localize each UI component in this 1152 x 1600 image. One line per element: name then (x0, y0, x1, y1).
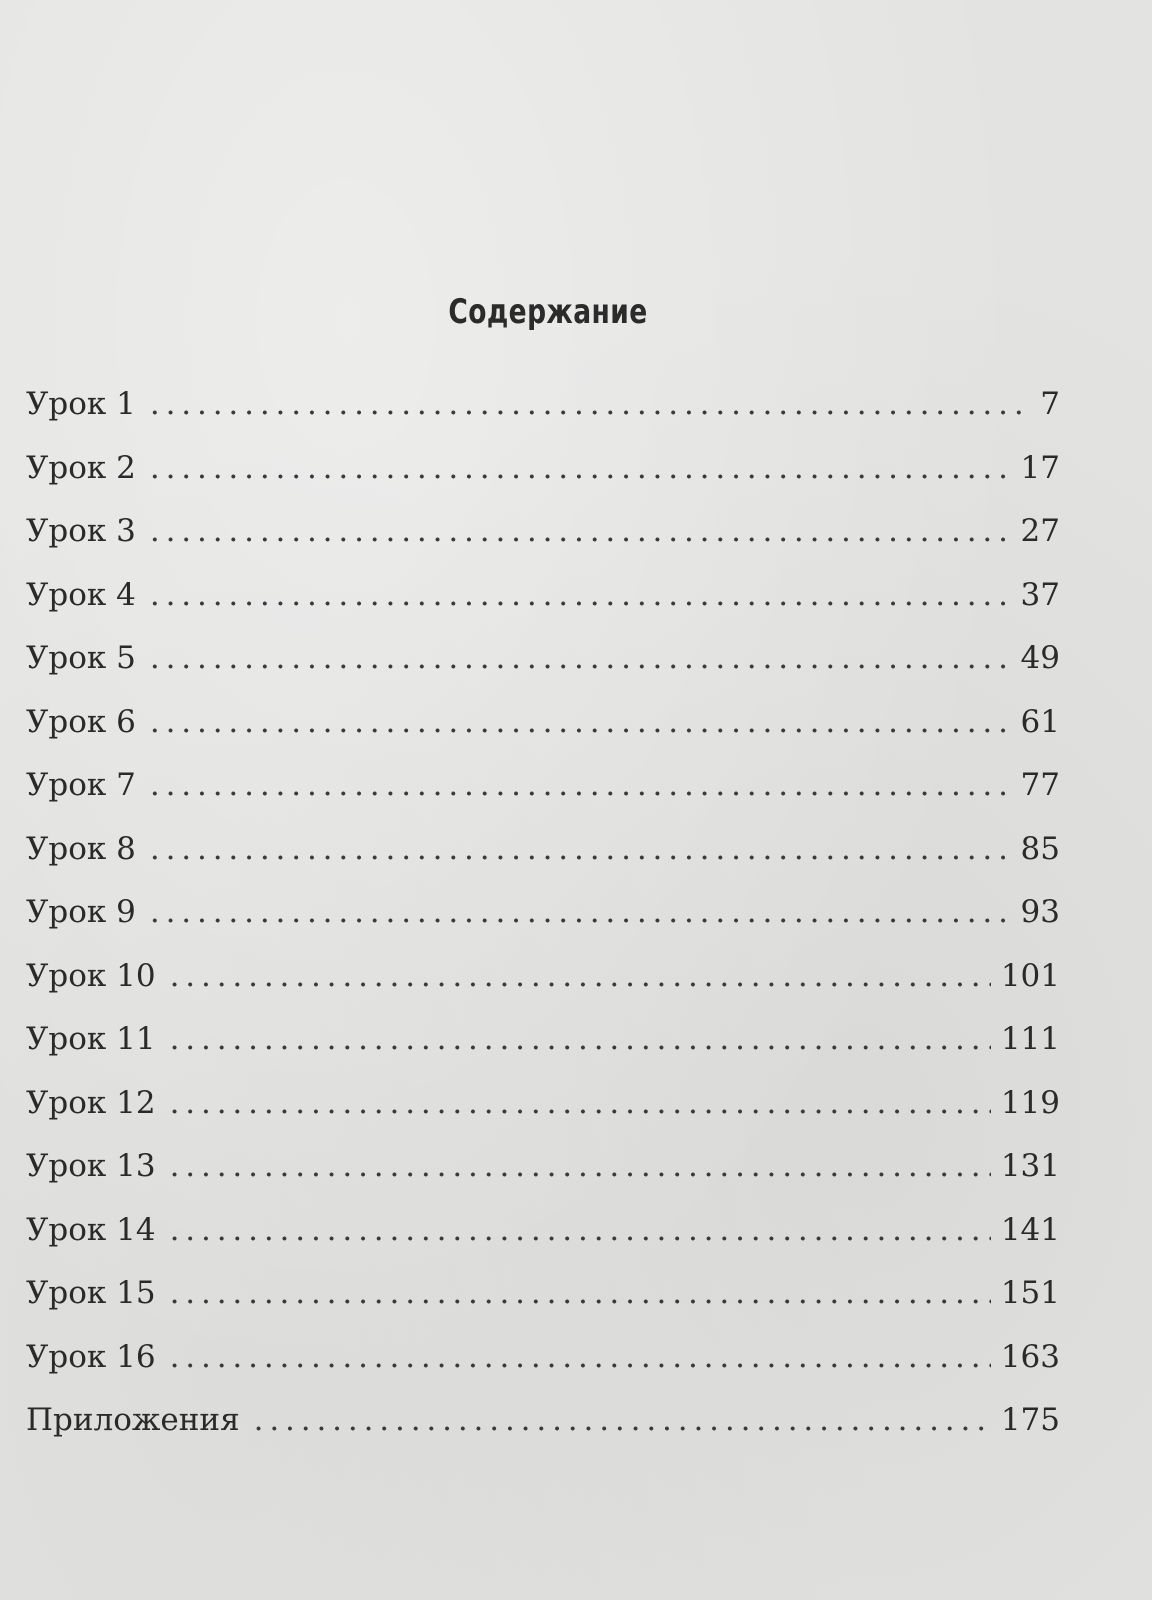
toc-entry-page: 49 (1020, 640, 1060, 676)
toc-entry-title: Урок 13 (26, 1148, 156, 1184)
toc-entry (26, 1273, 1060, 1337)
toc-entry-page: 163 (1000, 1338, 1060, 1375)
dot-leader (170, 956, 991, 996)
toc-entry (26, 638, 1060, 702)
toc-entry-title: Урок 4 (26, 576, 136, 613)
dot-leader (150, 384, 1030, 424)
dot-leader (150, 638, 1011, 678)
toc-entry (26, 1400, 1060, 1464)
toc-entry (26, 1337, 1060, 1401)
toc-entry-title: Урок 16 (26, 1338, 156, 1375)
toc-entry-page: 175 (1000, 1402, 1060, 1438)
toc-entry (26, 829, 1060, 893)
dot-leader (170, 1083, 991, 1123)
toc-entry-title: Урок 11 (26, 1021, 156, 1057)
toc-entry-page: 101 (1000, 957, 1060, 994)
toc-entry (26, 1146, 1060, 1210)
page-title: Содержание (448, 292, 648, 332)
toc-entry (26, 575, 1060, 639)
toc-entry-page: 111 (1000, 1021, 1060, 1057)
table-of-contents (26, 384, 1060, 1464)
toc-entry-title: Урок 8 (26, 830, 136, 867)
toc-entry-page: 7 (1040, 386, 1060, 422)
toc-entry-page: 61 (1020, 703, 1060, 740)
dot-leader (150, 892, 1011, 932)
dot-leader (150, 448, 1011, 488)
toc-entry (26, 956, 1060, 1020)
toc-entry-page: 27 (1020, 513, 1060, 549)
toc-entry-page: 141 (1000, 1211, 1060, 1248)
toc-entry-page: 93 (1020, 894, 1060, 930)
toc-entry-title: Урок 1 (26, 386, 136, 422)
toc-entry-title: Урок 9 (26, 894, 136, 930)
toc-entry-page: 85 (1020, 830, 1060, 867)
toc-entry (26, 1210, 1060, 1274)
toc-entry-title: Урок 6 (26, 703, 136, 740)
dot-leader (170, 1146, 991, 1186)
dot-leader (150, 765, 1011, 805)
toc-entry-page: 37 (1020, 576, 1060, 613)
dot-leader (150, 511, 1011, 551)
toc-entry-title: Урок 15 (26, 1275, 156, 1311)
toc-entry-title: Урок 10 (26, 957, 156, 994)
dot-leader (150, 575, 1011, 615)
toc-entry-title: Урок 14 (26, 1211, 156, 1248)
toc-entry (26, 448, 1060, 512)
toc-entry-page: 17 (1020, 449, 1060, 486)
dot-leader (150, 829, 1011, 869)
toc-entry (26, 765, 1060, 829)
dot-leader (170, 1019, 991, 1059)
toc-entry-page: 77 (1020, 767, 1060, 803)
toc-entry (26, 384, 1060, 448)
toc-entry-title: Урок 2 (26, 449, 136, 486)
toc-entry (26, 1019, 1060, 1083)
dot-leader (170, 1337, 991, 1377)
toc-entry-title: Урок 5 (26, 640, 136, 676)
toc-entry-title: Урок 3 (26, 513, 136, 549)
toc-entry-page: 151 (1000, 1275, 1060, 1311)
toc-entry (26, 511, 1060, 575)
toc-entry (26, 892, 1060, 956)
dot-leader (170, 1210, 991, 1250)
toc-entry-title: Урок 12 (26, 1084, 156, 1121)
dot-leader (254, 1400, 991, 1440)
dot-leader (170, 1273, 991, 1313)
toc-entry-page: 131 (1000, 1148, 1060, 1184)
toc-entry (26, 702, 1060, 766)
dot-leader (150, 702, 1011, 742)
toc-entry-title: Приложения (26, 1402, 240, 1438)
toc-entry (26, 1083, 1060, 1147)
toc-entry-title: Урок 7 (26, 767, 136, 803)
toc-entry-page: 119 (1000, 1084, 1060, 1121)
